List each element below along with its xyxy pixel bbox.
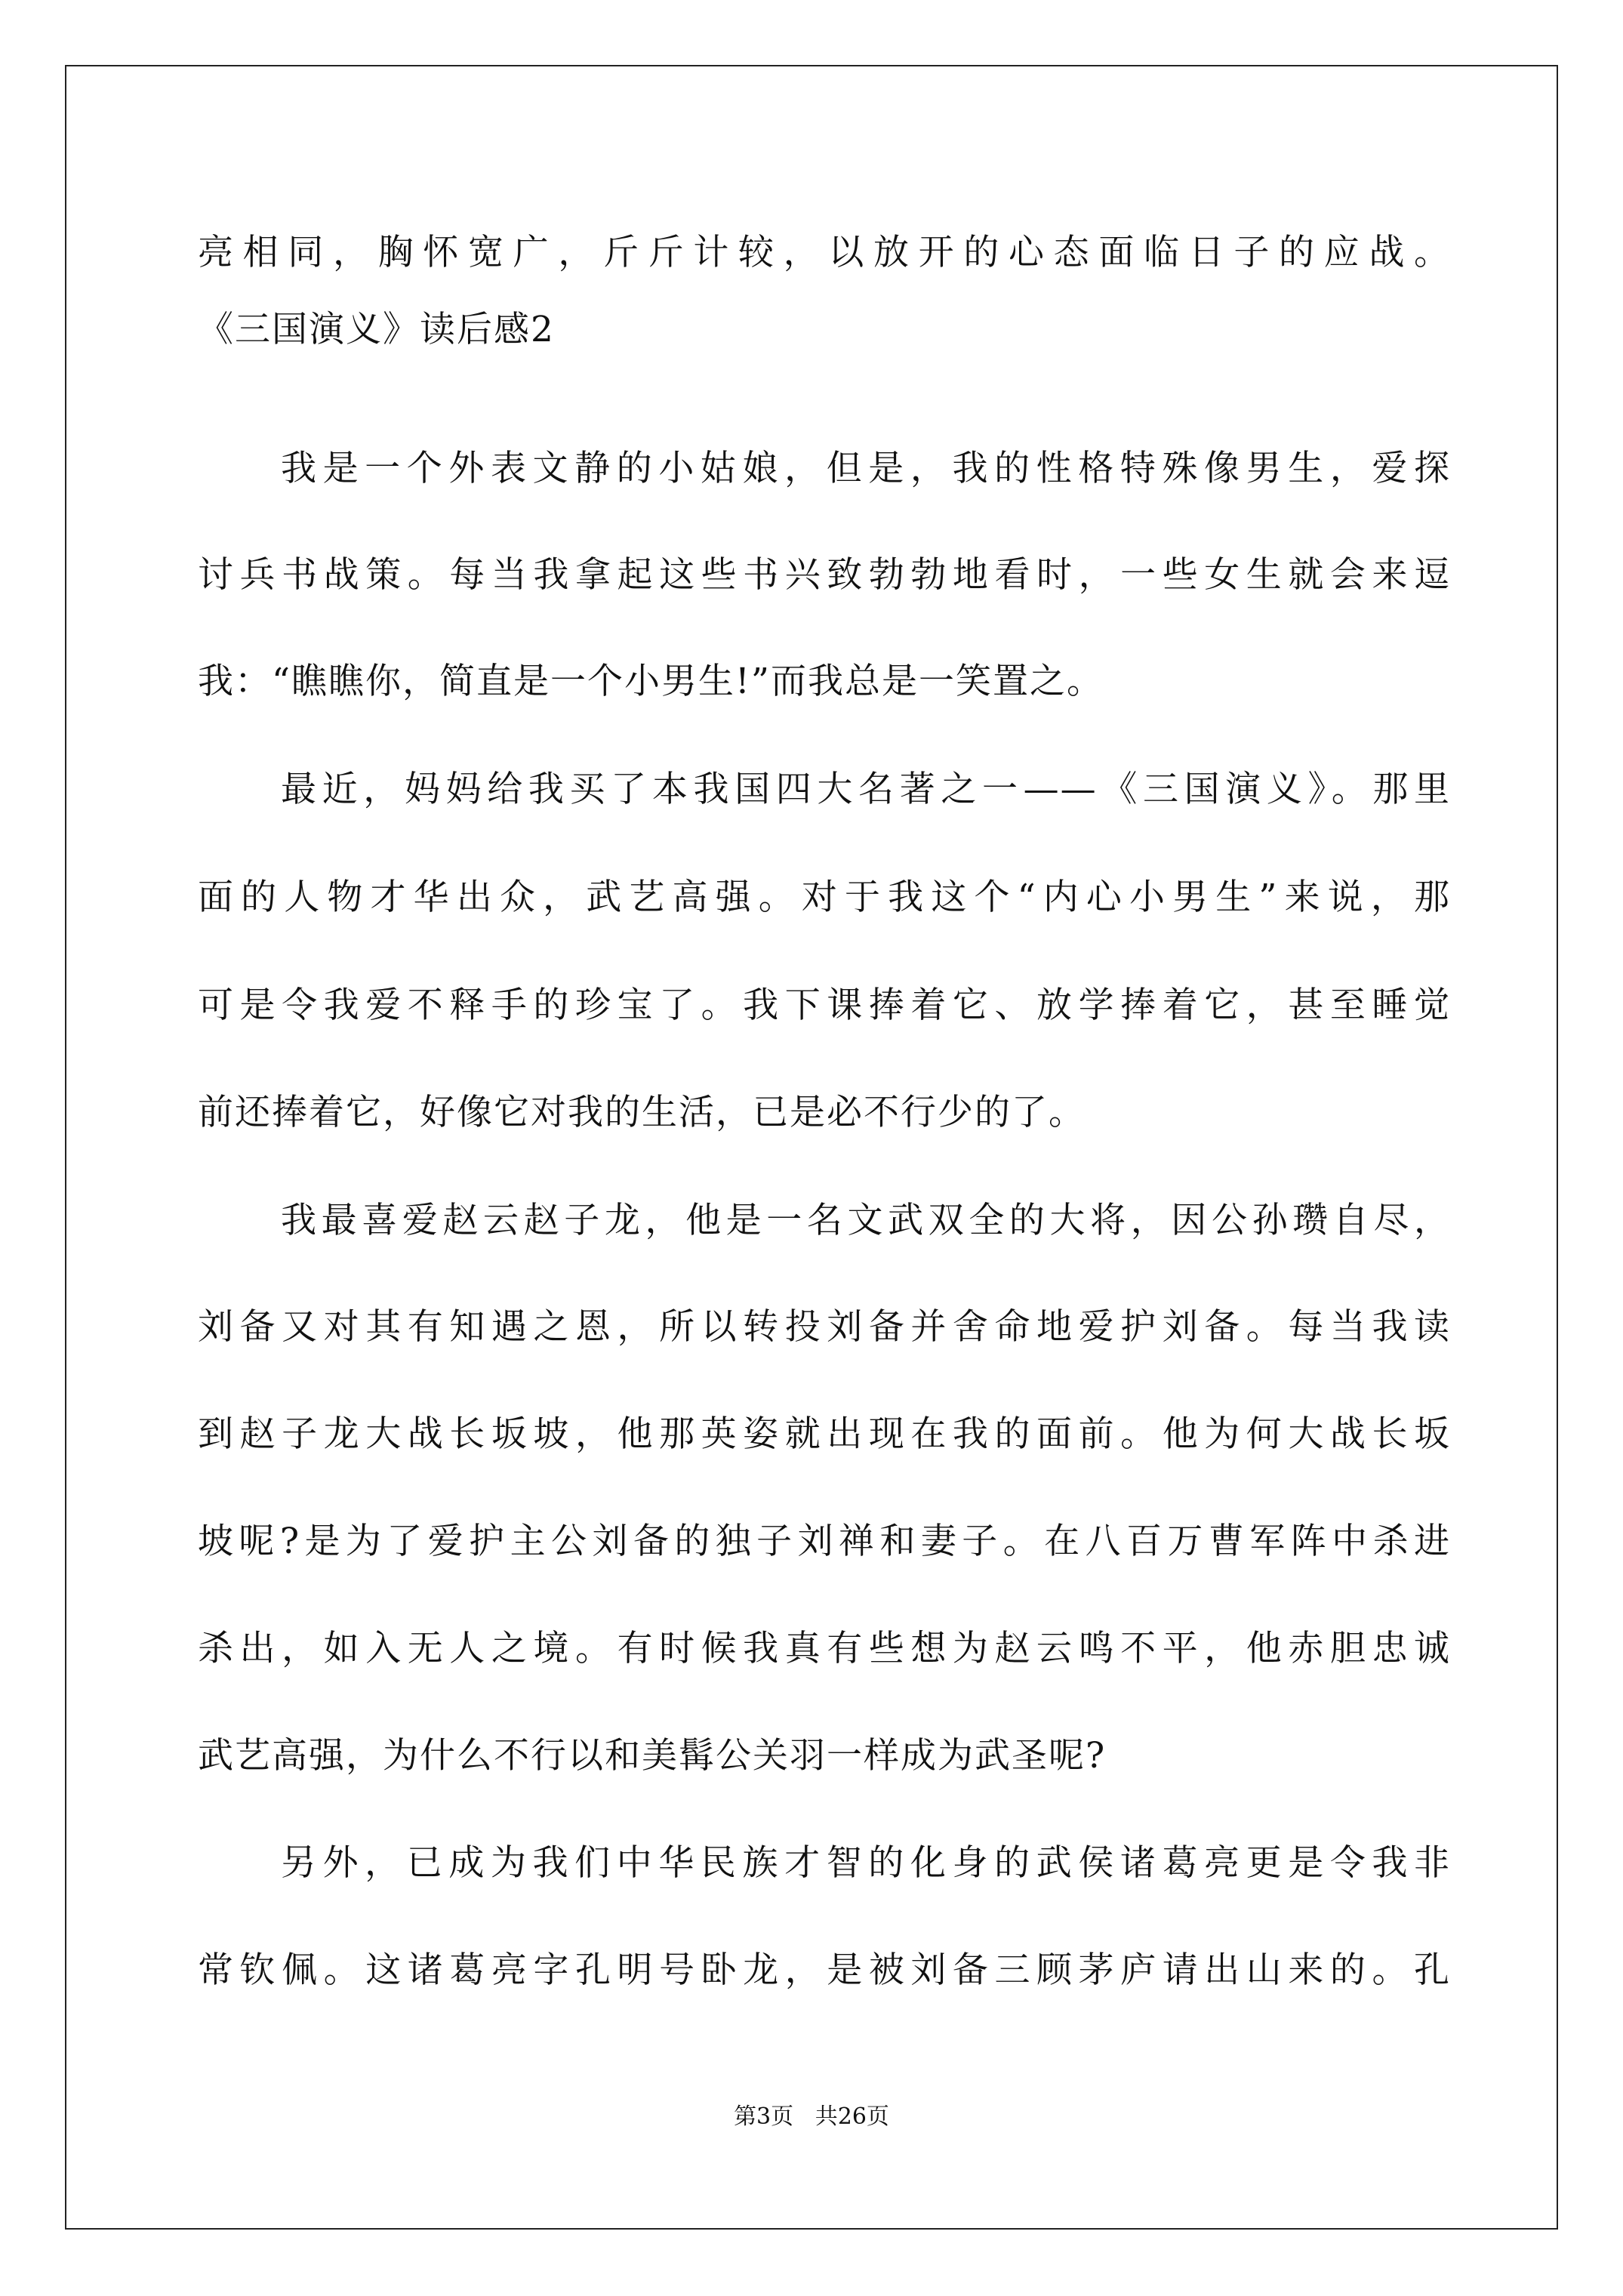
text-line: 我：“瞧瞧你，简直是一个小男生!”而我总是一笑置之。: [198, 661, 1104, 702]
text-line: 到赵子龙大战长坂坡，他那英姿就出现在我的面前。他为何大战长坂: [198, 1413, 1451, 1455]
text-line: 前还捧着它，好像它对我的生活，已是必不行少的了。: [198, 1092, 1086, 1133]
text-line: 亮相同，胸怀宽广，斤斤计较，以放开的心态面临日子的应战。: [198, 232, 1451, 273]
section-heading: 《三国演义》读后感2: [198, 309, 555, 350]
text-line: 坡呢?是为了爱护主公刘备的独子刘禅和妻子。在八百万曹军阵中杀进: [198, 1521, 1451, 1562]
text-line: 我是一个外表文静的小姑娘，但是，我的性格特殊像男生，爱探: [281, 448, 1451, 489]
text-line: 杀出，如入无人之境。有时候我真有些想为赵云鸣不平，他赤胆忠诚: [198, 1628, 1451, 1669]
text-line: 武艺高强，为什么不行以和美髯公关羽一样成为武圣呢?: [198, 1735, 1107, 1777]
text-line: 刘备又对其有知遇之恩，所以转投刘备并舍命地爱护刘备。每当我读: [198, 1306, 1451, 1348]
page-border: [65, 65, 1558, 2230]
text-line: 常钦佩。这诸葛亮字孔明号卧龙，是被刘备三顾茅庐请出山来的。孔: [198, 1949, 1451, 1991]
text-line: 最近，妈妈给我买了本我国四大名著之一——《三国演义》。那里: [281, 769, 1451, 810]
page-number: 第3页 共26页: [734, 2103, 889, 2130]
text-line: 可是令我爱不释手的珍宝了。我下课捧着它、放学捧着它，甚至睡觉: [198, 985, 1451, 1026]
text-line: 面的人物才华出众，武艺高强。对于我这个“内心小男生”来说，那: [198, 877, 1451, 918]
text-line: 讨兵书战策。每当我拿起这些书兴致勃勃地看时，一些女生就会来逗: [198, 554, 1451, 596]
text-line: 我最喜爱赵云赵子龙，他是一名文武双全的大将，因公孙瓒自尽，: [281, 1200, 1451, 1241]
text-line: 另外，已成为我们中华民族才智的化身的武侯诸葛亮更是令我非: [281, 1842, 1451, 1884]
